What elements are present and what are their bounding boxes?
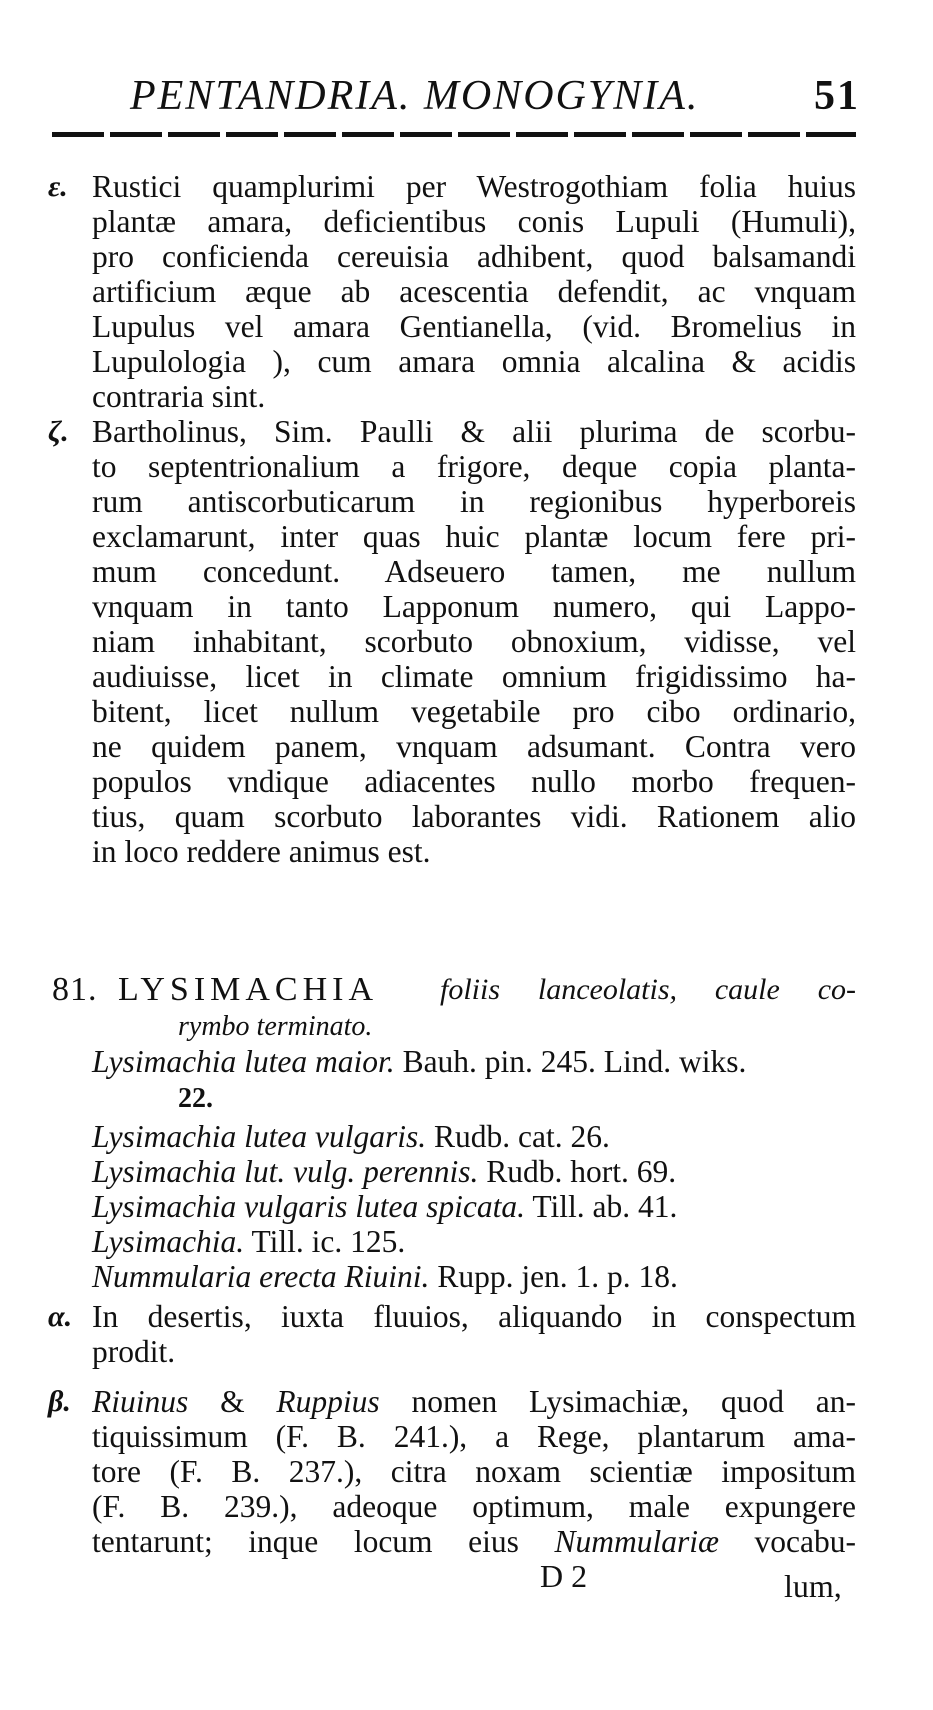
synonym-ref: Rupp. jen. 1. p. 18. [437, 1259, 678, 1294]
text-line: In desertis, iuxta fluuios, aliquando in conspectum [92, 1299, 856, 1334]
synonym-name: Lysimachia lutea vulgaris. [92, 1119, 427, 1154]
text-fragment: nomen Lysimachiæ, quod an- [379, 1384, 856, 1419]
running-header [130, 72, 860, 128]
text-line: mum concedunt. Adseuero tamen, me nullum [92, 554, 856, 589]
species-diagnosis-cont: rymbo terminato. [178, 1011, 373, 1042]
text-line: niam inhabitant, scorbuto obnoxium, vidisse, vel [92, 624, 856, 659]
synonym-name: Lysimachia vulgaris lutea spicata. [92, 1189, 526, 1224]
synonym-row [92, 1043, 746, 1081]
species-name: LYSIMACHIA [118, 971, 379, 1008]
synonym-ref: Till. ic. 125. [251, 1224, 406, 1259]
text-line: tore (F. B. 237.), citra noxam scientiæ impositum [92, 1454, 856, 1489]
note-marker: ζ. [48, 415, 69, 448]
text-line: Rustici quamplurimi per Westrogothiam folia huius [92, 169, 856, 204]
genus-name: Nummulariæ [554, 1524, 719, 1559]
signature-mark: D 2 [540, 1558, 588, 1594]
synonym-row [92, 1118, 610, 1156]
text-line [92, 1523, 856, 1561]
page-number: 51 [814, 73, 860, 119]
text-line: exclamarunt, inter quas huic plantæ locum fere pri- [92, 519, 856, 554]
text-line: pro conficienda cereuisia adhibent, quod balsamandi [92, 239, 856, 274]
species-number: 81. [52, 971, 98, 1008]
synonym-name: Lysimachia. [92, 1224, 245, 1259]
synonym-ref: Rudb. hort. 69. [486, 1154, 677, 1189]
header-rule [52, 132, 856, 137]
synonym-ref-cont: 22. [178, 1083, 213, 1114]
text-line: to septentrionalium a frigore, deque copia planta- [92, 449, 856, 484]
running-title: PENTANDRIA. MONOGYNIA. [130, 73, 700, 119]
catchword: lum, [784, 1568, 842, 1604]
text-line: Bartholinus, Sim. Paulli & alii plurima de scorbu- [92, 414, 856, 449]
note-marker: ε. [48, 170, 68, 203]
text-line: contraria sint. [92, 379, 266, 414]
synonym-row [92, 1223, 405, 1261]
species-diagnosis: foliis lanceolatis, caule co- [440, 973, 856, 1006]
synonym-row [92, 1258, 678, 1296]
text-line [92, 1383, 856, 1421]
text-line: prodit. [92, 1334, 176, 1369]
synonym-name: Lysimachia lut. vulg. perennis. [92, 1154, 479, 1189]
synonym-ref: Till. ab. 41. [532, 1189, 678, 1224]
text-line: plantæ amara, deficientibus conis Lupuli (Humuli), [92, 204, 856, 239]
text-fragment: tentarunt; inque locum eius [92, 1524, 555, 1559]
text-line: bitent, licet nullum vegetabile pro cibo ordinario, [92, 694, 856, 729]
synonym-ref: Rudb. cat. 26. [434, 1119, 610, 1154]
text-line: rum antiscorbuticarum in regionibus hyperboreis [92, 484, 856, 519]
note-marker: α. [48, 1300, 73, 1333]
text-line: (F. B. 239.), adeoque optimum, male expungere [92, 1489, 856, 1524]
text-line: Lupulologia ), cum amara omnia alcalina & acidis [92, 344, 856, 379]
text-line: tiquissimum (F. B. 241.), a Rege, plantarum ama- [92, 1419, 856, 1454]
author-name: Ruppius [276, 1384, 380, 1419]
text-fragment: & [188, 1384, 277, 1419]
text-line: Lupulus vel amara Gentianella, (vid. Bromelius in [92, 309, 856, 344]
text-line: in loco reddere animus est. [92, 834, 431, 869]
text-line: vnquam in tanto Lapponum numero, qui Lappo- [92, 589, 856, 624]
text-line: audiuisse, licet in climate omnium frigidissimo ha- [92, 659, 856, 694]
note-marker: β. [48, 1385, 71, 1418]
text-line: tius, quam scorbuto laborantes vidi. Rationem alio [92, 799, 856, 834]
text-line: ne quidem panem, vnquam adsumant. Contra vero [92, 729, 856, 764]
synonym-row [92, 1188, 677, 1226]
text-line: artificium æque ab acescentia defendit, ac vnquam [92, 274, 856, 309]
synonym-name: Nummularia erecta Riuini. [92, 1259, 430, 1294]
synonym-row [92, 1153, 676, 1191]
text-line: populos vndique adiacentes nullo morbo frequen- [92, 764, 856, 799]
synonym-ref: Bauh. pin. 245. Lind. wiks. [402, 1044, 747, 1079]
author-name: Riuinus [92, 1384, 189, 1419]
text-fragment: vocabu- [718, 1524, 857, 1559]
synonym-name: Lysimachia lutea maior. [92, 1044, 395, 1079]
